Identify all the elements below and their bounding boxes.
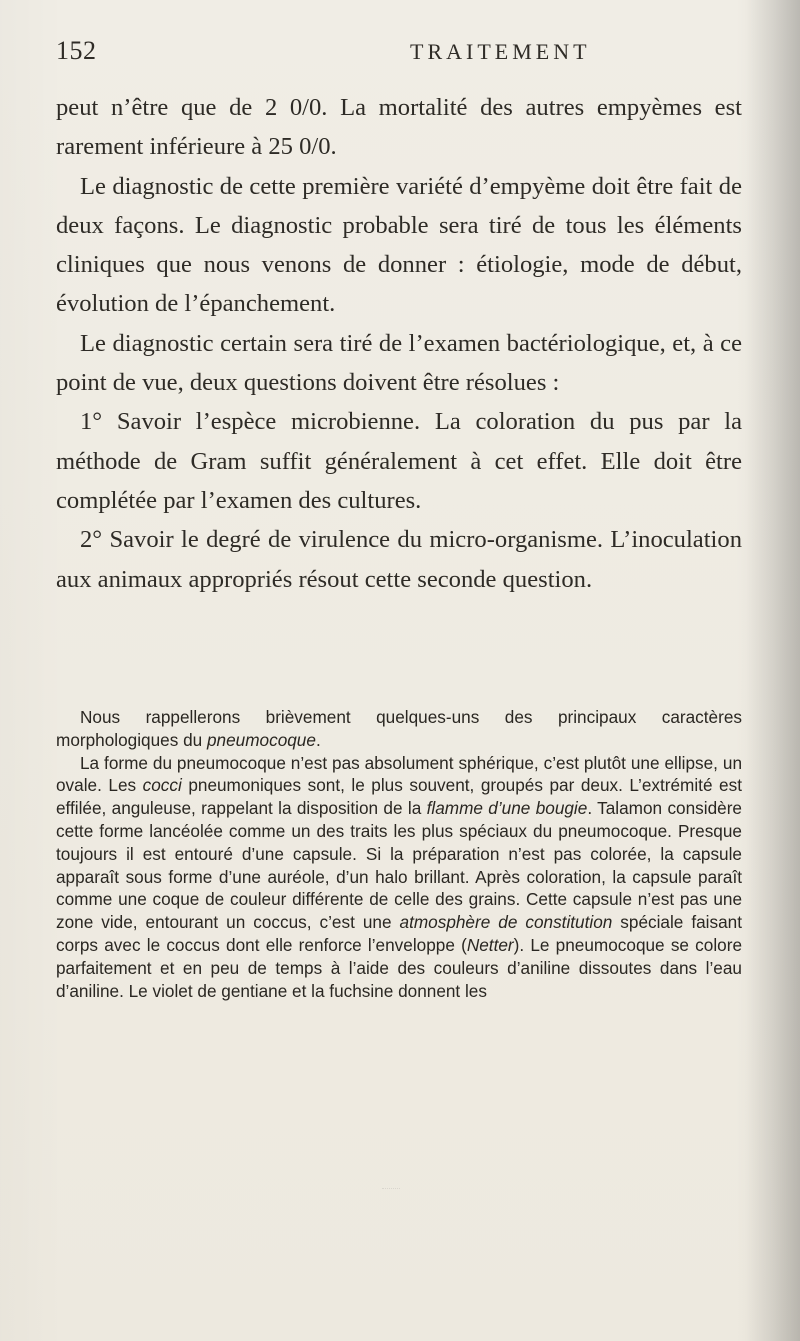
main-text-block [56,88,742,599]
italic-name-netter: Netter [466,934,514,955]
small-paragraph-intro [56,706,742,752]
page-number: 152 [56,36,97,65]
italic-term-pneumocoque: pneumocoque [206,729,316,750]
paragraph-microbial-species: 1° Savoir l’espèce microbienne. La coloration du pus par la méthode de Gram suffit généralement à cet effet. Elle doit être complétée par l’examen des cultures. [56,408,742,514]
small-text: spéciale faisant corps avec le coccus dont elle renforce l’enveloppe ( [56,912,742,955]
paragraph-mortality: peut n’être que de 2 0/0. La mortalité des autres empyèmes est rarement inférieure à 25 0/0. [56,94,742,161]
paragraph-diagnostic-probable: Le diagnostic de cette première variété d’empyème doit être fait de deux façons. Le diagnostic probable sera tiré de tous les éléments cliniques que nous venons de donner : étiologie, mode de début, évolution de l’épanchement. [56,172,742,318]
small-text: La forme du pneumocoque n’est pas absolument sphérique, c’est plutôt une ellipse, un ovale. Les [56,752,742,796]
small-text: ). Le pneumocoque se colore parfaitement et en peu de temps à l’aide des couleurs d’aniline dissoutes dans l’eau d’aniline. Le violet de gentiane et la fuchsine donnent les [56,934,742,1001]
page-edge-shadow [746,0,800,1341]
small-text: . Talamon considère cette forme lancéolée comme un des traits les plus spéciaux du pneumocoque. Presque toujours il est entouré d’une capsule. Si la préparation n’est pas colorée, la capsule apparaît sous forme d’une auréole, d’un halo brillant. Après coloration, la capsule paraît comme une coque de couleur différente de celle des grains. Cette capsule n’est pas une zone vide, entourant un coccus, c’est une [56,798,742,933]
faint-page-mark [382,1166,400,1189]
small-text: pneumoniques sont, le plus souvent, groupés par deux. L’extrémité est effilée, anguleuse, rappelant la disposition de la [56,775,742,819]
small-print-block [56,706,742,1002]
small-text: . [315,729,321,750]
page-header [56,36,726,70]
paragraph-virulence: 2° Savoir le degré de virulence du micro-organisme. L’inoculation aux animaux appropriés résout cette seconde question. [56,526,742,593]
italic-term-flame: flamme d’une bougie [426,798,588,819]
small-text: Nous rappellerons brièvement quelques-uns des principaux caractères morphologiques du [56,707,742,750]
paragraph-diagnostic-certain: Le diagnostic certain sera tiré de l’examen bactériologique, et, à ce point de vue, deux questions doivent être résolues : [56,329,742,397]
italic-term-atmosphere: atmosphère de constitution [399,912,613,933]
small-paragraph-description [56,752,742,1003]
italic-term-cocci: cocci [142,775,182,796]
running-head: TRAITEMENT [410,39,591,64]
